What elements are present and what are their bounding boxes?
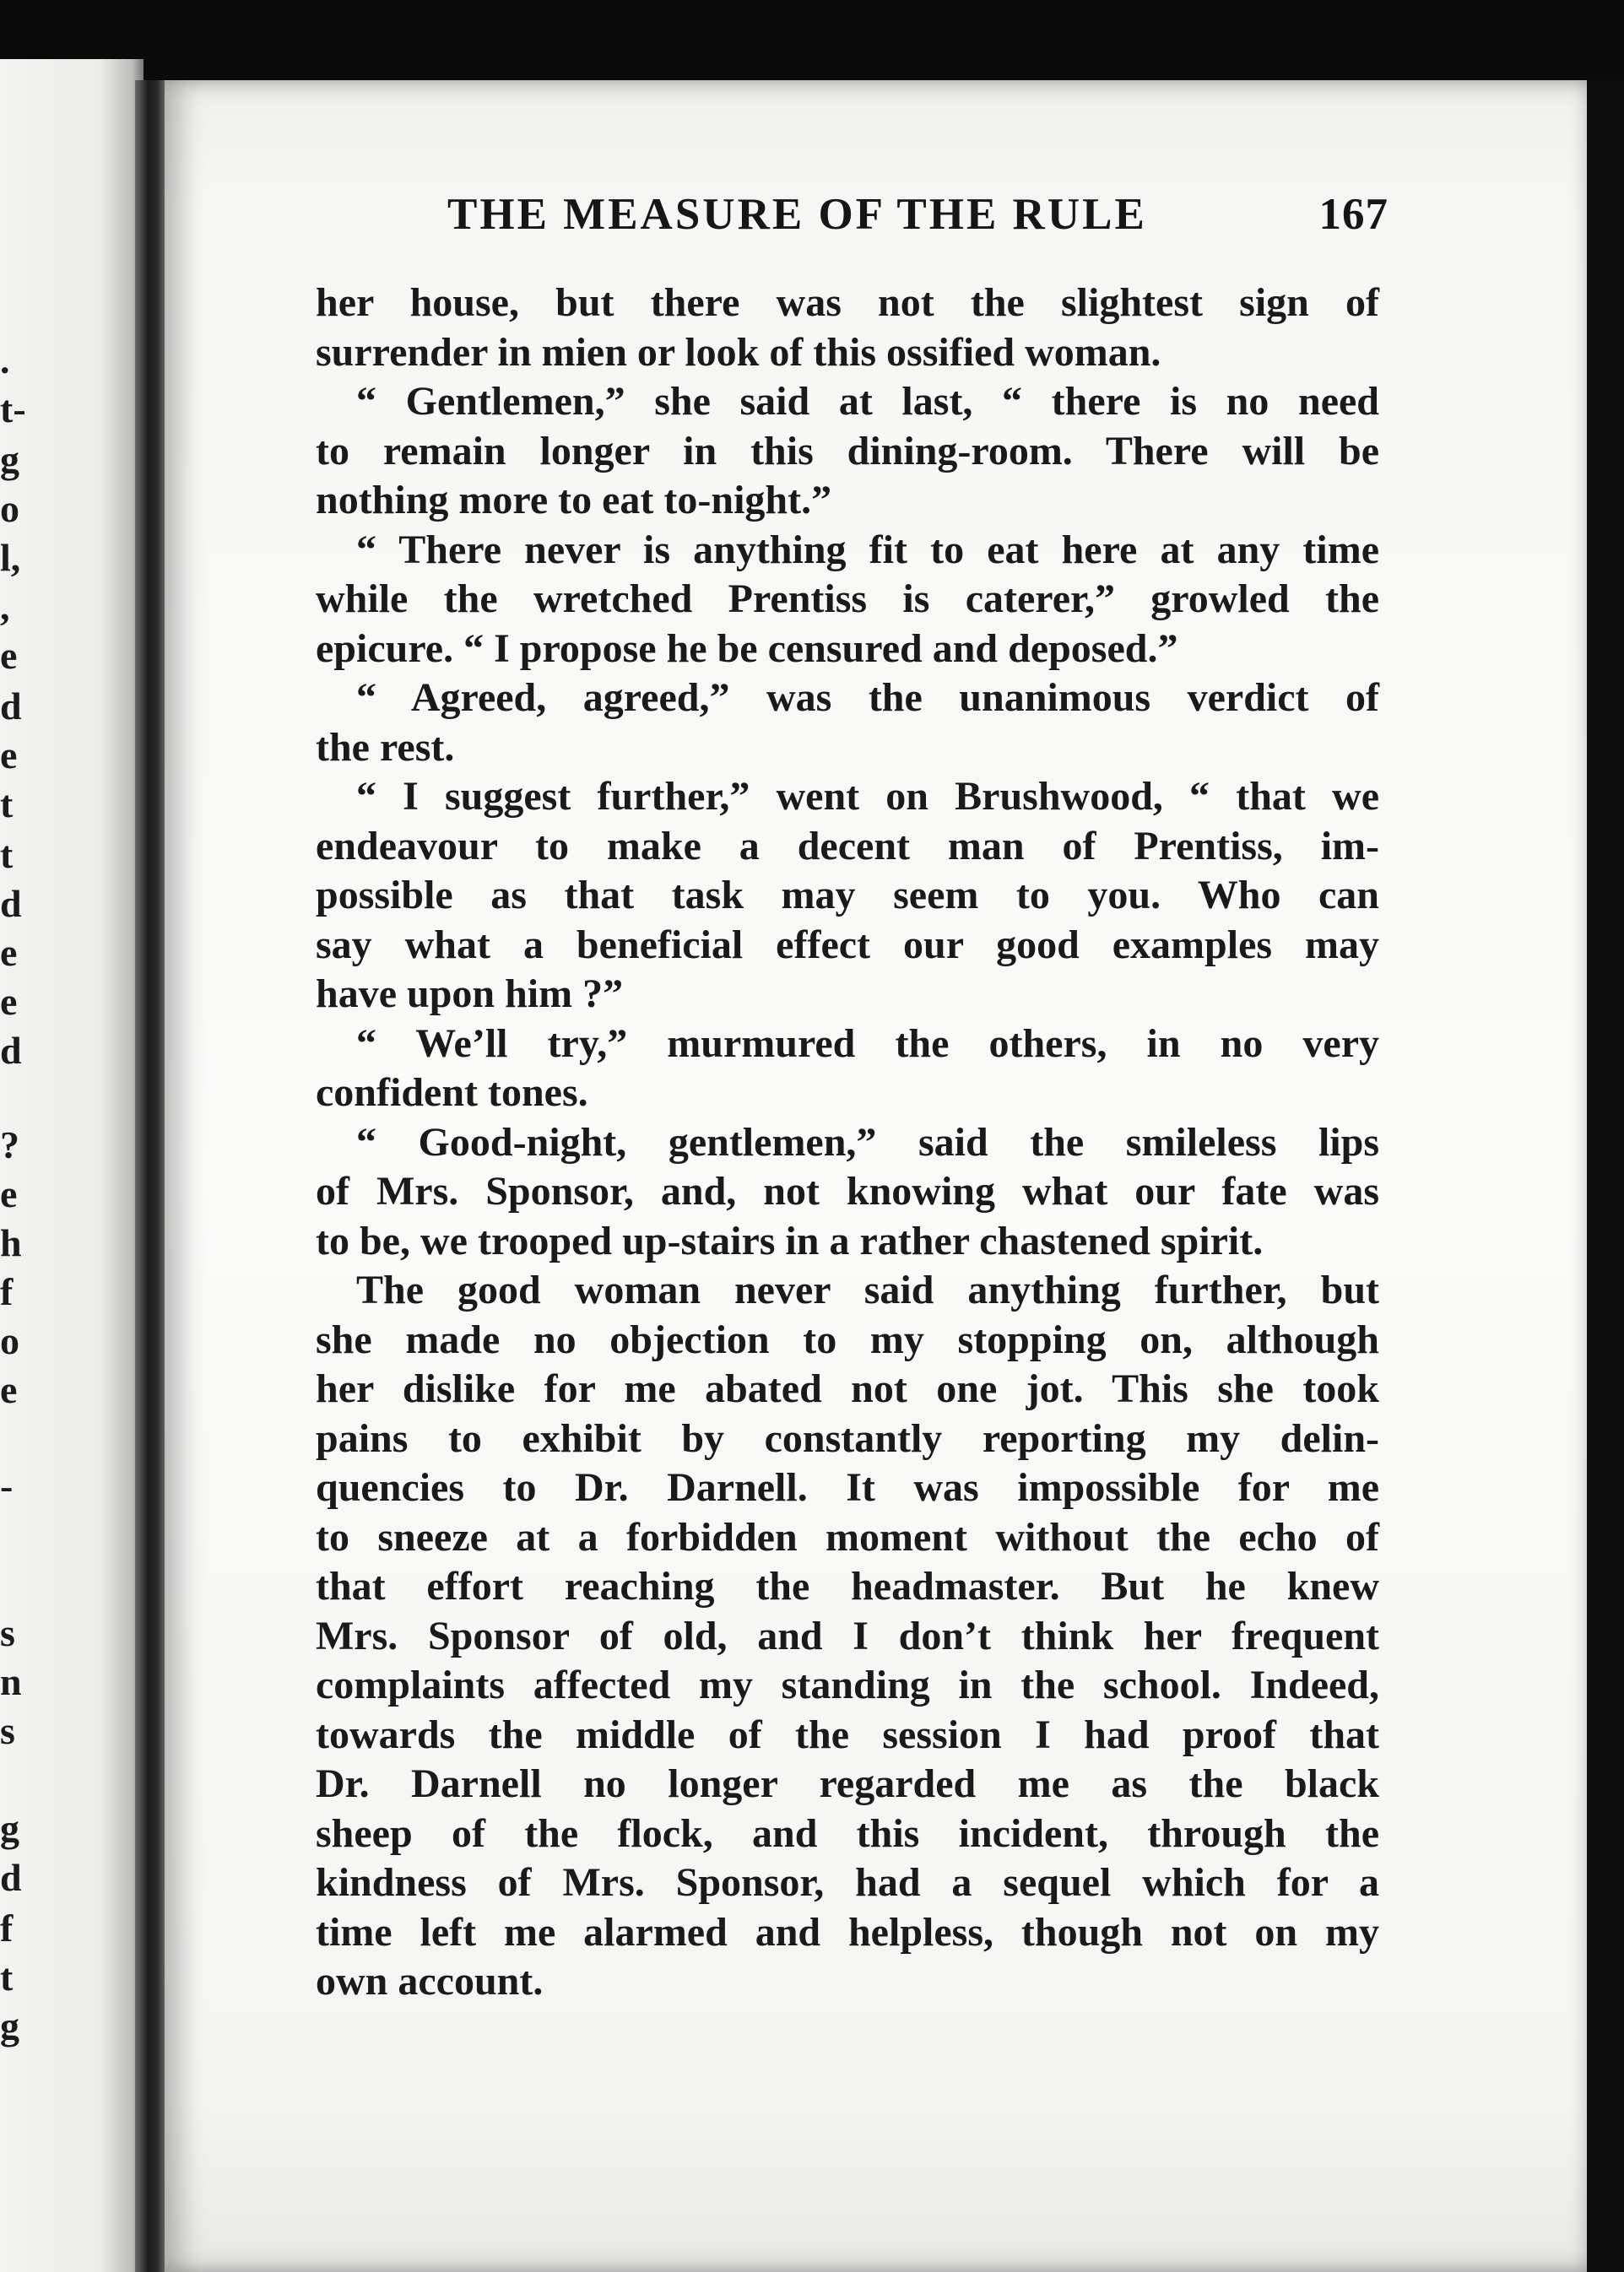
facing-page-char: n <box>0 1660 22 1703</box>
facing-page-char: s <box>0 1611 15 1654</box>
facing-page-char: ? <box>0 1123 19 1166</box>
facing-page-char: e <box>0 1368 18 1411</box>
text-line: to be, we trooped up-stairs in a rather chastened spirit. <box>316 1218 1264 1263</box>
facing-page-char: d <box>0 684 22 728</box>
text-line: of Mrs. Sponsor, and, not knowing what our fate was <box>316 1169 1379 1214</box>
body-text <box>316 279 1379 2007</box>
text-line: towards the middle of the session I had proof that <box>316 1712 1379 1757</box>
facing-page-char: - <box>0 1464 14 1507</box>
facing-page-char: e <box>0 634 18 677</box>
text-line: pains to exhibit by constantly reporting my delin- <box>316 1415 1379 1461</box>
facing-page-char: t- <box>0 387 26 430</box>
facing-page-char: g <box>0 1807 19 1850</box>
text-line: epicure. “ I propose he be censured and deposed.” <box>316 625 1178 671</box>
facing-page-char: o <box>0 487 19 530</box>
text-line: quencies to Dr. Darnell. It was impossible for me <box>316 1465 1379 1510</box>
facing-page-char: o <box>0 1319 19 1362</box>
text-line: while the wretched Prentiss is caterer,” growled the <box>316 576 1379 621</box>
facing-page-char: d <box>0 1856 22 1899</box>
text-line: surrender in mien or look of this ossified woman. <box>316 329 1161 375</box>
running-header <box>447 189 1389 248</box>
text-line: complaints affected my standing in the school. Indeed, <box>316 1663 1379 1707</box>
facing-page-char: f <box>0 1270 14 1313</box>
facing-page-char: . <box>0 338 10 381</box>
facing-page-char: g <box>0 438 19 481</box>
text-line: “ I suggest further,” went on Brushwood, “ that we <box>356 774 1379 819</box>
text-line: time left me alarmed and helpless, though not on my <box>316 1909 1379 1955</box>
facing-page-char: t <box>0 1956 14 1999</box>
text-line: own account. <box>316 1959 544 2004</box>
facing-page-char: t <box>0 782 14 825</box>
facing-page-char: g <box>0 2004 19 2048</box>
text-line: Mrs. Sponsor of old, and I don’t think her frequent <box>316 1613 1379 1658</box>
scan-edge <box>1587 80 1624 2272</box>
text-line: Dr. Darnell no longer regarded me as the black <box>316 1761 1379 1806</box>
text-line: have upon him ?” <box>316 971 624 1016</box>
facing-page-char: d <box>0 882 22 925</box>
facing-page <box>0 59 143 2272</box>
facing-page-char: l, <box>0 536 21 579</box>
text-line: “ We’ll try,” murmured the others, in no very <box>356 1020 1379 1066</box>
facing-page-char: h <box>0 1221 22 1264</box>
running-title: THE MEASURE OF THE RULE <box>447 190 1147 239</box>
text-line: “ Gentlemen,” she said at last, “ there is no need <box>356 379 1379 424</box>
text-line: the rest. <box>316 724 455 770</box>
facing-page-char: e <box>0 1172 18 1215</box>
facing-page-char: , <box>0 585 10 628</box>
text-line: “ There never is anything fit to eat here at any time <box>356 527 1379 572</box>
facing-page-char: e <box>0 931 18 974</box>
text-line: endeavour to make a decent man of Prentiss, im- <box>316 823 1379 868</box>
text-line: she made no objection to my stopping on, although <box>316 1317 1379 1362</box>
text-line: to sneeze at a forbidden moment without the echo of <box>316 1514 1379 1560</box>
text-line: The good woman never said anything further, but <box>356 1268 1379 1312</box>
facing-page-char: s <box>0 1709 15 1752</box>
text-line: that effort reaching the headmaster. But he knew <box>316 1564 1379 1609</box>
text-line: possible as that task may seem to you. Who can <box>316 873 1379 917</box>
text-line: confident tones. <box>316 1070 588 1115</box>
page-number: 167 <box>1318 190 1389 239</box>
facing-page-char: e <box>0 980 18 1023</box>
text-line: “ Good-night, gentlemen,” said the smileless lips <box>356 1119 1379 1165</box>
facing-page-char: t <box>0 833 14 876</box>
text-line: nothing more to eat to-night.” <box>316 478 832 522</box>
text-line: her house, but there was not the slightest sign of <box>316 280 1379 325</box>
text-line: sheep of the flock, and this incident, through the <box>316 1810 1379 1856</box>
text-line: her dislike for me abated not one jot. This she took <box>316 1366 1379 1411</box>
facing-page-char: d <box>0 1029 22 1072</box>
text-line: say what a beneficial effect our good examples may <box>316 922 1379 967</box>
facing-page-char: e <box>0 733 18 776</box>
text-line: “ Agreed, agreed,” was the unanimous verdict of <box>356 675 1379 720</box>
text-line: to remain longer in this dining-room. There will be <box>316 428 1379 473</box>
facing-page-char: f <box>0 1907 14 1950</box>
text-line: kindness of Mrs. Sponsor, had a sequel which for a <box>316 1860 1379 1905</box>
